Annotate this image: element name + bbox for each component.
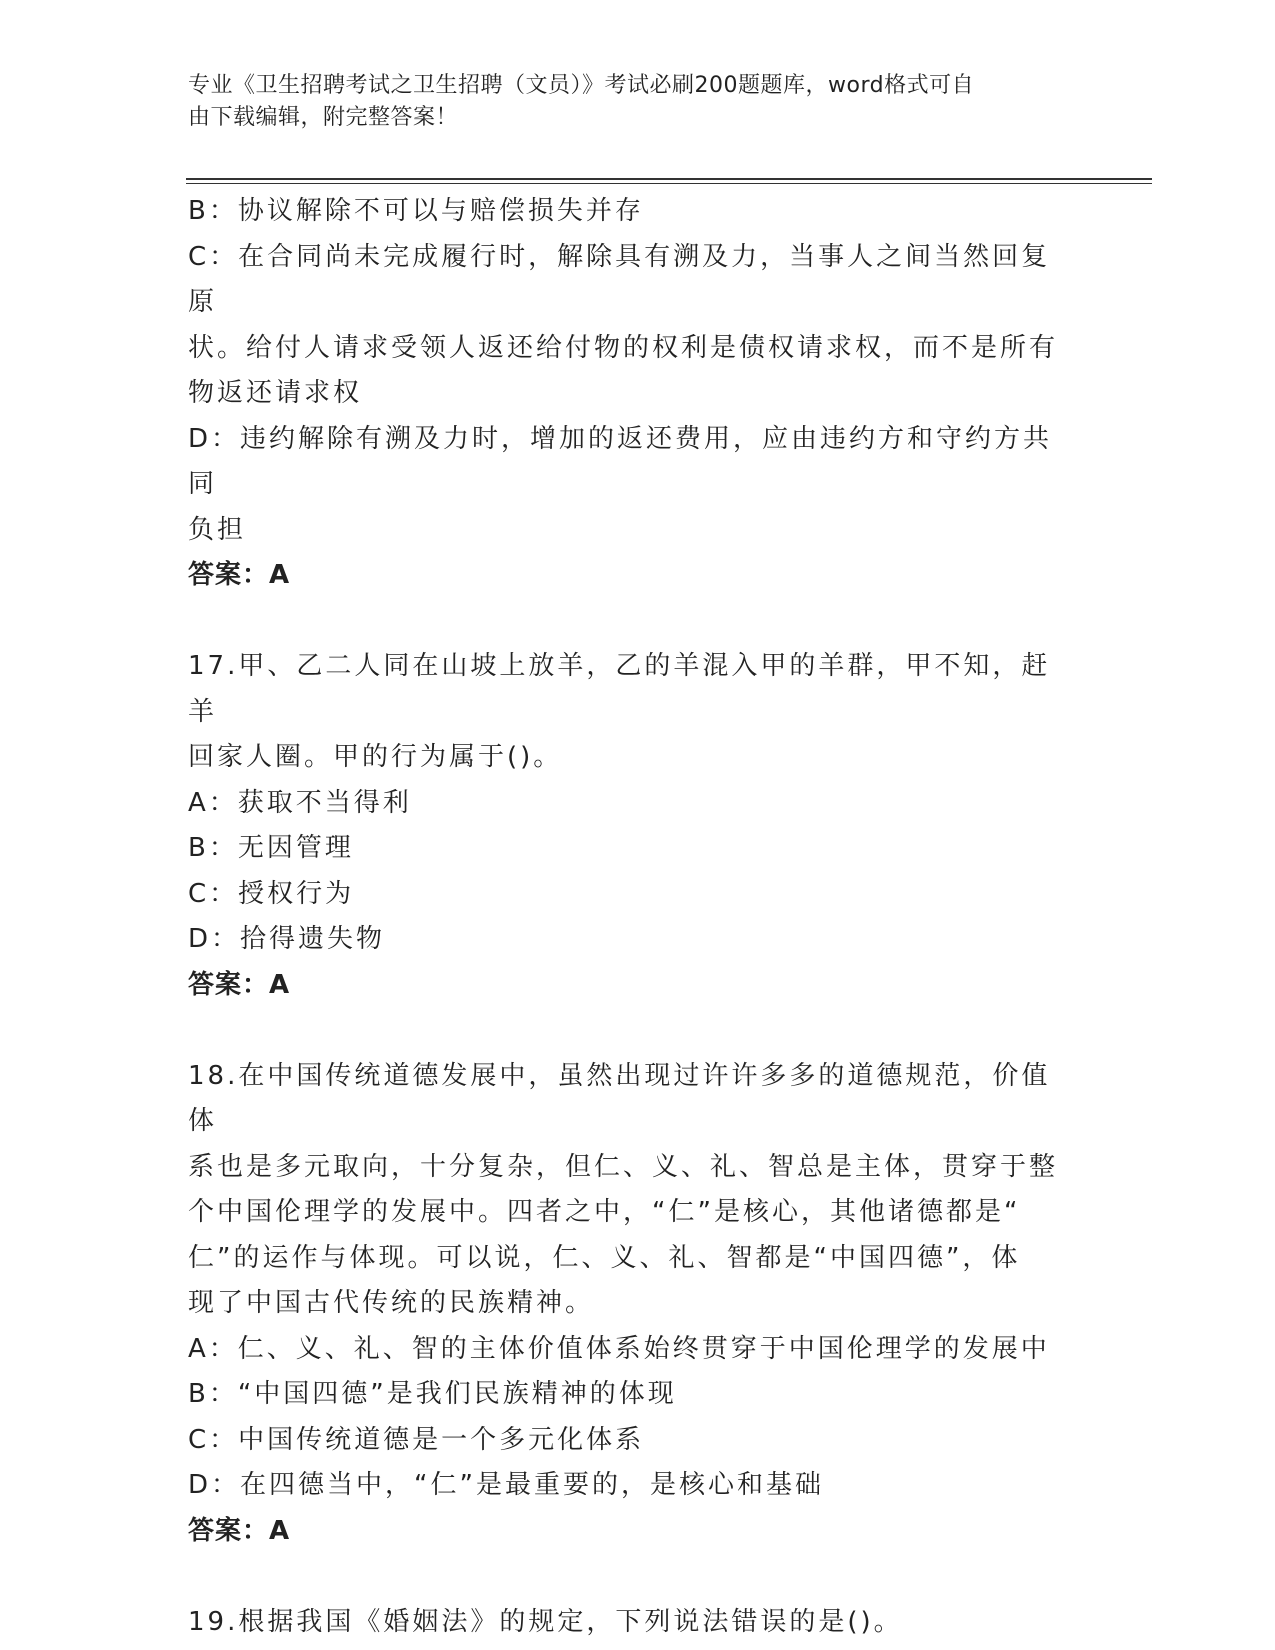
option-b: B：无因管理 (188, 833, 354, 863)
page-header (188, 70, 1068, 134)
question-stem-line-1: 17.甲、乙二人同在山坡上放羊，乙的羊混入甲的羊群，甲不知，赶羊 (188, 651, 1051, 727)
option-b: B：协议解除不可以与赔偿损失并存 (188, 196, 644, 226)
option-c-line-2: 状。给付人请求受领人返还给付物的权利是债权请求权，而不是所有 (188, 332, 1059, 363)
option-c-line-3: 物返还请求权 (188, 378, 363, 408)
answer-line: 答案：A (188, 969, 291, 1000)
question-17 (188, 644, 1068, 1008)
header-divider-thin (186, 183, 1152, 184)
answer-line: 答案：A (188, 560, 291, 590)
option-d-line-2: 负担 (188, 514, 247, 545)
document-body (188, 189, 1068, 1645)
option-a: A：获取不当得利 (188, 787, 412, 818)
option-d: D：拾得遗失物 (188, 924, 386, 954)
option-c: C：授权行为 (188, 878, 355, 909)
question-stem-line-3: 个中国伦理学的发展中。四者之中，“仁”是核心，其他诸德都是“ (188, 1197, 1021, 1227)
question-stem-line-2: 系也是多元取向，十分复杂，但仁、义、礼、智总是主体，贯穿于整 (188, 1151, 1059, 1182)
question-18 (188, 1054, 1068, 1555)
question-stem-line-2: 回家人圈。甲的行为属于()。 (188, 742, 563, 772)
option-b: B：“中国四德”是我们民族精神的体现 (188, 1379, 677, 1409)
spacer (188, 1554, 1068, 1600)
option-d: D：在四德当中，“仁”是最重要的，是核心和基础 (188, 1470, 824, 1500)
answer-line: 答案：A (188, 1515, 291, 1546)
header-line-2: 由下载编辑，附完整答案！ (188, 105, 459, 130)
question-stem-line-1: 18.在中国传统道德发展中，虽然出现过许许多多的道德规范，价值体 (188, 1060, 1051, 1136)
option-a: A：仁、义、礼、智的主体价值体系始终贯穿于中国伦理学的发展中 (188, 1333, 1050, 1364)
spacer (188, 1008, 1068, 1054)
option-d-line-1: D：违约解除有溯及力时，增加的返还费用，应由违约方和守约方共同 (188, 423, 1053, 499)
question-16-continued (188, 189, 1068, 599)
spacer (188, 599, 1068, 645)
option-c-line-1: C：在合同尚未完成履行时，解除具有溯及力，当事人之间当然回复原 (188, 241, 1051, 317)
question-stem-line-1: 19.根据我国《婚姻法》的规定，下列说法错误的是()。 (188, 1606, 903, 1637)
question-stem-line-4: 仁”的运作与体现。可以说，仁、义、礼、智都是“中国四德”，体 (188, 1242, 1021, 1273)
header-divider-thick (186, 178, 1152, 180)
header-line-1: 专业《卫生招聘考试之卫生招聘（文员）》考试必刷200题题库，word格式可自 (188, 73, 975, 98)
option-c: C：中国传统道德是一个多元化体系 (188, 1424, 645, 1455)
question-stem-line-5: 现了中国古代传统的民族精神。 (188, 1288, 595, 1318)
question-19 (188, 1600, 1068, 1646)
